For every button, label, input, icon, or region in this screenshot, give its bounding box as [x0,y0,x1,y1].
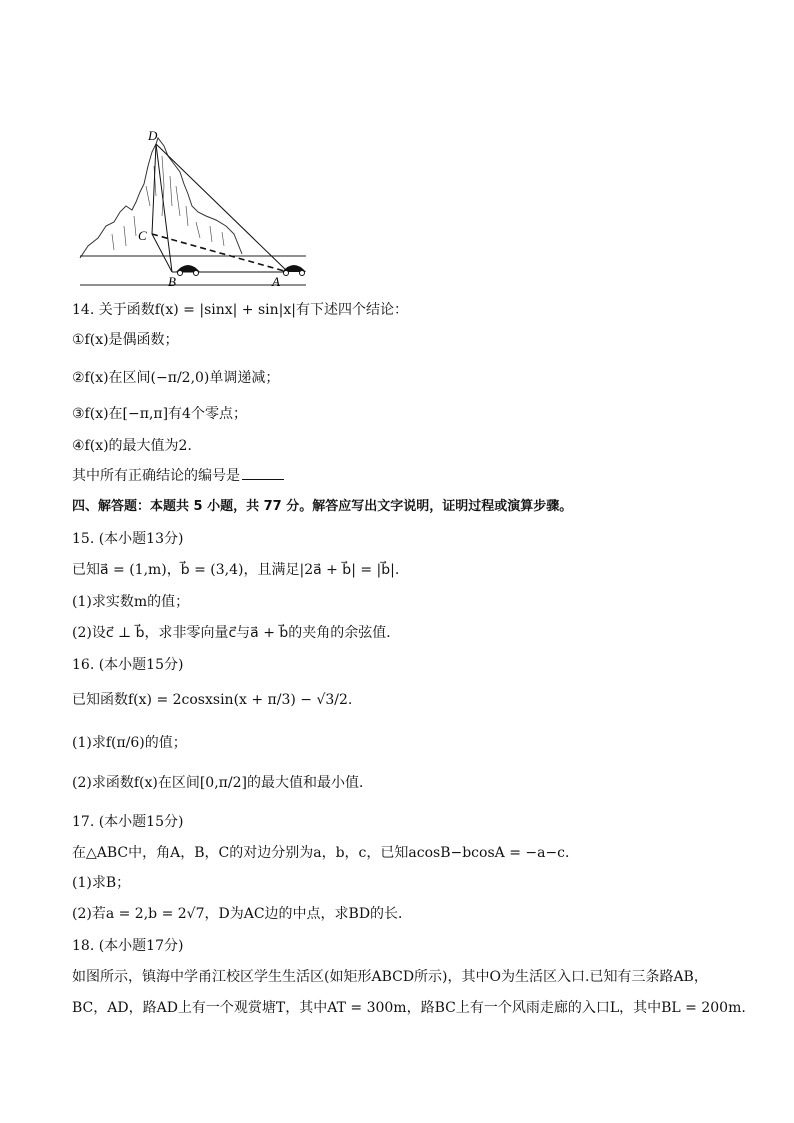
answer-blank [242,466,284,480]
segment-DB [156,144,172,272]
car-icon-A [282,265,306,276]
q14-option-3: ③f(x)在[−π,π]有4个零点； [72,406,247,422]
label-C: C [138,228,147,243]
q16-title: 16. (本小题15分) [72,657,184,673]
q14-option-1: ①f(x)是偶函数； [72,332,179,348]
car-icon-B [176,265,200,276]
q14-option-2: ②f(x)在区间(−π/2,0)单调递减； [72,370,280,386]
q15-title: 15. (本小题13分) [72,531,184,547]
q16-stem: 已知函数f(x) = 2cosxsin(x + π/3) − √3/2. [72,692,353,708]
mountain-texture [112,156,224,250]
q17-part-1: (1)求B； [72,875,131,891]
q14-ask-text: 其中所有正确结论的编号是 [72,468,240,484]
q18-line-1: 如图所示，镇海中学甬江校区学生生活区(如矩形ABCD所示)，其中O为生活区入口.已知有三条路AB， [72,969,708,985]
q14-option-4: ④f(x)的最大值为2． [72,438,202,454]
geometry-figure [76,126,316,291]
q15-stem: 已知a⃗ = (1,m)，b⃗ = (3,4)，且满足|2a⃗ + b⃗| = |b⃗|. [72,562,400,578]
q14-stem: 14. 关于函数f(x) = |sinx| + sin|x|有下述四个结论： [72,302,408,318]
q17-title: 17. (本小题15分) [72,814,184,830]
label-A: A [272,274,280,289]
label-D: D [148,128,158,143]
segment-CA [152,234,288,272]
q14-ask [72,466,284,486]
q15-part-2: (2)设c⃗ ⊥ b⃗，求非零向量c⃗与a⃗ + b⃗的夹角的余弦值． [72,625,401,641]
section-header: 四、解答题：本题共 5 小题，共 77 分。解答应写出文字说明，证明过程或演算步骤。 [72,499,573,514]
mountain-outline [80,138,242,258]
q16-part-2: (2)求函数f(x)在区间[0,π/2]的最大值和最小值． [72,775,373,791]
segment-CB [152,234,172,272]
q18-title: 18. (本小题17分) [72,938,184,954]
q17-part-2: (2)若a = 2,b = 2√7，D为AC边的中点，求BD的长． [72,906,413,922]
q17-stem: 在△ABC中，角A，B，C的对边分别为a，b，c，已知acosB−bcosA = −a−c． [72,845,580,861]
q15-part-1: (1)求实数m的值； [72,594,190,610]
q16-part-1: (1)求f(π/6)的值； [72,735,187,751]
label-B: B [168,274,176,289]
q18-line-2: BC，AD，路AD上有一个观赏塘T，其中AT = 300m，路BC上有一个风雨走廊的入口L，其中BL = 200m. [72,1000,746,1016]
